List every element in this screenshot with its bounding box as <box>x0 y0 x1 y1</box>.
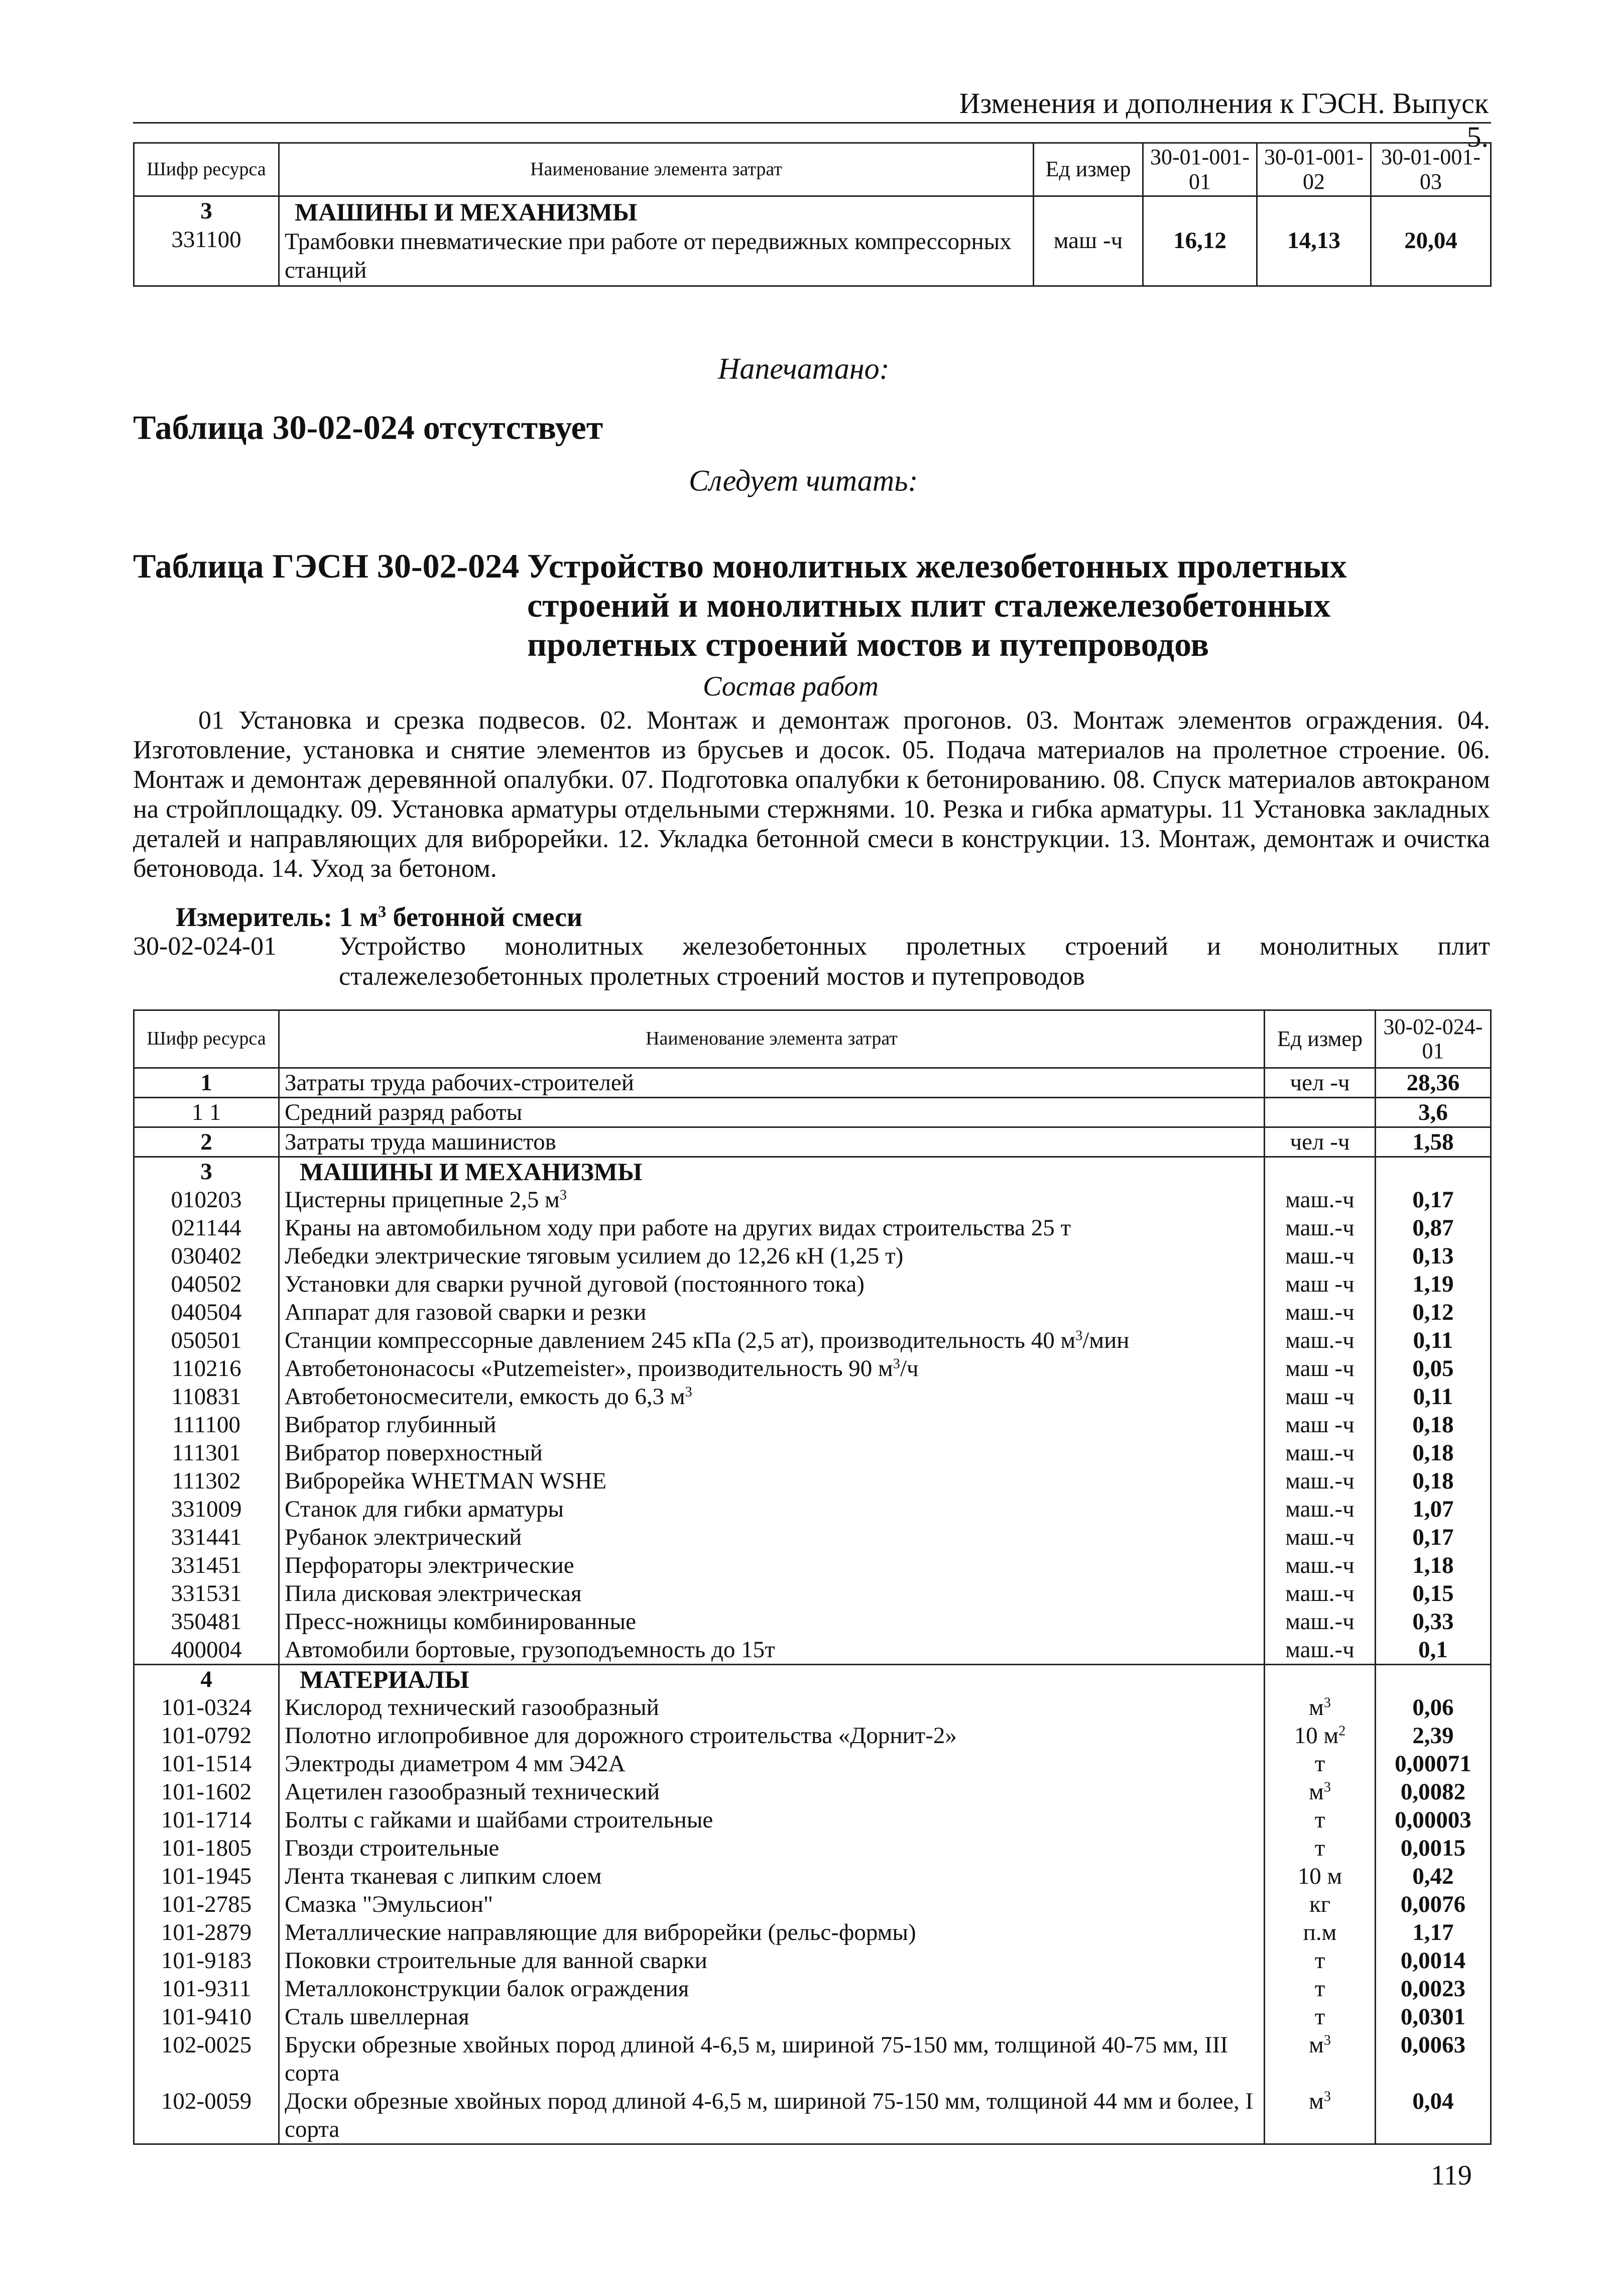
resource-unit: маш.-ч <box>1265 1579 1376 1608</box>
resource-code: 1 1 <box>134 1098 279 1127</box>
table-row <box>134 1636 1491 1665</box>
resource-code: 101-1714 <box>134 1806 279 1834</box>
resource-name: Рубанок электрический <box>279 1523 1265 1551</box>
resource-name: Ацетилен газообразный технический <box>279 1778 1265 1806</box>
section-title: МАТЕРИАЛЫ <box>279 1665 1265 1694</box>
resource-unit: маш.-ч <box>1265 1495 1376 1523</box>
table-row <box>134 1551 1491 1579</box>
table-row <box>134 1068 1491 1098</box>
resource-unit: $м^3$ <box>1265 2087 1376 2144</box>
resource-value: 1,58 <box>1376 1127 1491 1157</box>
col-value-header: 30-01-001-01 <box>1143 143 1257 196</box>
resource-value: 0,0301 <box>1376 2003 1491 2031</box>
resource-unit: маш.-ч <box>1265 1326 1376 1354</box>
resource-name: Полотно иглопробивное для дорожного строительства «Дорнит-2» <box>279 1721 1265 1750</box>
table-row <box>134 1890 1491 1918</box>
resource-value: 0,05 <box>1376 1354 1491 1383</box>
resource-value: 0,00003 <box>1376 1806 1491 1834</box>
resource-code: 111302 <box>134 1467 279 1495</box>
resource-value <box>1376 1665 1491 1694</box>
resource-name: Смазка "Эмульсион" <box>279 1890 1265 1918</box>
table-row <box>134 1439 1491 1467</box>
resource-value: 3,6 <box>1376 1098 1491 1127</box>
meter-value: 1 $м^3$ бетонной смеси <box>339 902 583 932</box>
resource-unit: маш.-ч <box>1265 1298 1376 1326</box>
resource-value: 0,17 <box>1376 1523 1491 1551</box>
col-name-header: Наименование элемента затрат <box>279 1010 1265 1068</box>
resource-value: 1,19 <box>1376 1270 1491 1298</box>
table-row <box>134 1750 1491 1778</box>
resource-unit: т <box>1265 1975 1376 2003</box>
resource-code: 101-2785 <box>134 1890 279 1918</box>
resource-unit <box>1265 1098 1376 1127</box>
resource-code: 050501 <box>134 1326 279 1354</box>
meter <box>176 901 582 933</box>
table-row <box>134 1721 1491 1750</box>
meter-label: Измеритель: <box>176 902 333 932</box>
resource-value: 0,18 <box>1376 1467 1491 1495</box>
resource-unit <box>1265 1665 1376 1694</box>
table-row <box>134 1806 1491 1834</box>
resource-unit: чел -ч <box>1265 1127 1376 1157</box>
running-header: Изменения и дополнения к ГЭСН. Выпуск 5. <box>959 87 1489 153</box>
resource-value: 0,13 <box>1376 1242 1491 1270</box>
row-unit: маш -ч <box>1034 196 1143 286</box>
resource-name: Кислород технический газообразный <box>279 1693 1265 1721</box>
resource-code: 331100 <box>171 226 241 253</box>
works-description: 01 Установка и срезка подвесов. 02. Монтаж и демонтаж прогонов. 03. Монтаж элементов ограждения. 04. Изготовление, установка и снятие элементов из брусьев и досок. 05. Подача материалов на пролетное строение. 06. Монтаж и демонтаж деревянной опалубки. 07. Подготовка опалубки к бетонированию. 08. Спуск материалов автокраном на стройплощадку. 09. Установка арматуры отдельными стержнями. 10. Резка и гибка арматуры. 11 Установка закладных деталей и направляющих для виброрейки. 12. Укладка бетонной смеси в конструкции. 13. Монтаж, демонтаж и очистка бетоновода. 14. Уход за бетоном. <box>133 706 1490 883</box>
col-value-header: 30-02-024-01 <box>1376 1010 1491 1068</box>
resource-code: 040504 <box>134 1298 279 1326</box>
table-row <box>134 1918 1491 1946</box>
resource-code: 102-0059 <box>134 2087 279 2144</box>
read-as-label: Следует читать: <box>689 464 918 497</box>
resource-unit: маш -ч <box>1265 1383 1376 1411</box>
resource-unit: т <box>1265 1834 1376 1862</box>
header-rule <box>133 122 1491 124</box>
norm-code: 30-02-024-01 <box>133 932 277 961</box>
resource-value <box>1376 1157 1491 1186</box>
table-row <box>134 1946 1491 1975</box>
resource-unit: маш -ч <box>1265 1354 1376 1383</box>
section-row <box>134 1665 1491 1694</box>
table-row <box>134 1186 1491 1214</box>
resource-table-header <box>134 1010 1491 1068</box>
resource-code: 111301 <box>134 1439 279 1467</box>
resource-name: Бруски обрезные хвойных пород длиной 4-6,5 м, шириной 75-150 мм, толщиной 40-75 мм, III сорта <box>279 2031 1265 2087</box>
resource-unit: $м^3$ <box>1265 1693 1376 1721</box>
table-row <box>134 1579 1491 1608</box>
resource-name: Пресс-ножницы комбинированные <box>279 1608 1265 1636</box>
resource-unit: маш.-ч <box>1265 1242 1376 1270</box>
resource-code: 400004 <box>134 1636 279 1665</box>
table-row <box>134 1608 1491 1636</box>
table-row <box>134 1354 1491 1383</box>
col-name-header: Наименование элемента затрат <box>279 143 1034 196</box>
section-row <box>134 1157 1491 1186</box>
row-code <box>134 196 279 286</box>
table-row <box>134 1411 1491 1439</box>
resource-unit: кг <box>1265 1890 1376 1918</box>
resource-name: Металлоконструкции балок ограждения <box>279 1975 1265 2003</box>
resource-code: 101-1805 <box>134 1834 279 1862</box>
resource-name: Автомобили бортовые, грузоподъемность до 15т <box>279 1636 1265 1665</box>
resource-unit: т <box>1265 1806 1376 1834</box>
resource-unit: п.м <box>1265 1918 1376 1946</box>
table-row <box>134 2003 1491 2031</box>
resource-value: 0,00071 <box>1376 1750 1491 1778</box>
section-title: МАШИНЫ И МЕХАНИЗМЫ <box>279 1157 1265 1186</box>
resource-value: 0,0082 <box>1376 1778 1491 1806</box>
resource-code: 331531 <box>134 1579 279 1608</box>
resource-value: 0,0014 <box>1376 1946 1491 1975</box>
resource-code: 331451 <box>134 1551 279 1579</box>
resource-unit: 10 м <box>1265 1862 1376 1890</box>
resource-value: 0,0015 <box>1376 1834 1491 1862</box>
resource-code: 040502 <box>134 1270 279 1298</box>
printed-label: Напечатано: <box>718 352 890 385</box>
resource-value: 0,11 <box>1376 1383 1491 1411</box>
resource-name: Доски обрезные хвойных пород длиной 4-6,5 м, шириной 75-150 мм, толщиной 44 мм и более, I сорта <box>279 2087 1265 2144</box>
resource-code: 101-1602 <box>134 1778 279 1806</box>
resource-code: 101-9183 <box>134 1946 279 1975</box>
col-unit-header: Ед измер <box>1265 1010 1376 1068</box>
resource-code: 101-9311 <box>134 1975 279 2003</box>
table-row <box>134 1214 1491 1242</box>
resource-name: Вибратор глубинный <box>279 1411 1265 1439</box>
resource-unit: 10 $м^2$ <box>1265 1721 1376 1750</box>
table-row <box>134 1975 1491 2003</box>
resource-name: Затраты труда машинистов <box>279 1127 1265 1157</box>
resource-unit: т <box>1265 2003 1376 2031</box>
resource-name: Металлические направляющие для виброрейки (рельс-формы) <box>279 1918 1265 1946</box>
table-title-code: Таблица ГЭСН 30-02-024 <box>133 547 520 585</box>
previous-table-header <box>134 143 1491 196</box>
resource-name: Затраты труда рабочих-строителей <box>279 1068 1265 1098</box>
norm-description: Устройство монолитных железобетонных пролетных строений и монолитных плит сталежелезобетонных пролетных строений мостов и путепроводов <box>339 932 1490 991</box>
resource-value: 0,15 <box>1376 1579 1491 1608</box>
table-row <box>134 1523 1491 1551</box>
resource-value: 0,06 <box>1376 1693 1491 1721</box>
resource-name: Станок для гибки арматуры <box>279 1495 1265 1523</box>
table-row <box>134 1495 1491 1523</box>
table-row <box>134 1834 1491 1862</box>
resource-name: Виброрейка WHETMAN WSHE <box>279 1467 1265 1495</box>
resource-code: 010203 <box>134 1186 279 1214</box>
resource-unit: маш.-ч <box>1265 1608 1376 1636</box>
col-value-header: 30-01-001-02 <box>1257 143 1371 196</box>
resource-unit: маш.-ч <box>1265 1551 1376 1579</box>
resource-code: 101-9410 <box>134 2003 279 2031</box>
resource-unit: т <box>1265 1750 1376 1778</box>
table-row <box>134 1298 1491 1326</box>
resource-name: Гвозди строительные <box>279 1834 1265 1862</box>
resource-value: 28,36 <box>1376 1068 1491 1098</box>
col-unit-header: Ед измер <box>1034 143 1143 196</box>
resource-value: 0,18 <box>1376 1411 1491 1439</box>
resource-code: 1 <box>134 1068 279 1098</box>
resource-name: Трамбовки пневматические при работе от передвижных компрессорных станций <box>285 228 1012 284</box>
resource-code: 3 <box>134 1157 279 1186</box>
resource-value: 0,0063 <box>1376 2031 1491 2087</box>
resource-name: Пила дисковая электрическая <box>279 1579 1265 1608</box>
row-name <box>279 196 1034 286</box>
table-absent-note: Таблица 30-02-024 отсутствует <box>133 408 603 446</box>
resource-value: 2,39 <box>1376 1721 1491 1750</box>
resource-name: Средний разряд работы <box>279 1098 1265 1127</box>
table-row <box>134 1467 1491 1495</box>
table-row <box>134 2087 1491 2144</box>
col-code-header: Шифр ресурса <box>134 1010 279 1068</box>
table-row <box>134 1127 1491 1157</box>
resource-code: 331009 <box>134 1495 279 1523</box>
resource-unit: маш.-ч <box>1265 1439 1376 1467</box>
table-row <box>134 1326 1491 1354</box>
resource-unit: $м^3$ <box>1265 2031 1376 2087</box>
resource-unit: маш.-ч <box>1265 1214 1376 1242</box>
table-row <box>134 2031 1491 2087</box>
resource-value: 1,18 <box>1376 1551 1491 1579</box>
col-value-header: 30-01-001-03 <box>1371 143 1491 196</box>
col-code-header: Шифр ресурса <box>134 143 279 196</box>
row-value: 20,04 <box>1371 196 1491 286</box>
resource-table-body <box>134 1068 1491 2144</box>
resource-value: 1,17 <box>1376 1918 1491 1946</box>
previous-table-row <box>134 196 1491 286</box>
resource-code: 101-2879 <box>134 1918 279 1946</box>
row-value: 16,12 <box>1143 196 1257 286</box>
table-row <box>134 1383 1491 1411</box>
resource-name: Электроды диаметром 4 мм Э42А <box>279 1750 1265 1778</box>
resource-unit: маш.-ч <box>1265 1636 1376 1665</box>
resource-name: Установки для сварки ручной дуговой (постоянного тока) <box>279 1270 1265 1298</box>
resource-name: Лебедки электрические тяговым усилием до 12,26 кН (1,25 т) <box>279 1242 1265 1270</box>
resource-value: 0,33 <box>1376 1608 1491 1636</box>
resource-code: 2 <box>134 1127 279 1157</box>
resource-name: Болты с гайками и шайбами строительные <box>279 1806 1265 1834</box>
resource-code: 101-1945 <box>134 1862 279 1890</box>
resource-unit: маш.-ч <box>1265 1467 1376 1495</box>
table-row <box>134 1098 1491 1127</box>
row-value: 14,13 <box>1257 196 1371 286</box>
works-label: Состав работ <box>703 671 879 702</box>
table-row <box>134 1862 1491 1890</box>
resource-code: 101-0792 <box>134 1721 279 1750</box>
resource-code: 350481 <box>134 1608 279 1636</box>
resource-code: 4 <box>134 1665 279 1694</box>
resource-value: 1,07 <box>1376 1495 1491 1523</box>
resource-table <box>133 1009 1492 2145</box>
resource-name: Станции компрессорные давлением 245 кПа (2,5 ат), производительность 40 $м^3$/мин <box>279 1326 1265 1354</box>
resource-code: 110216 <box>134 1354 279 1383</box>
resource-value: 0,12 <box>1376 1298 1491 1326</box>
section-code: 3 <box>200 198 212 224</box>
resource-name: Лента тканевая с липким слоем <box>279 1862 1265 1890</box>
resource-unit: маш -ч <box>1265 1270 1376 1298</box>
resource-name: Аппарат для газовой сварки и резки <box>279 1298 1265 1326</box>
resource-code: 111100 <box>134 1411 279 1439</box>
resource-code: 030402 <box>134 1242 279 1270</box>
resource-name: Автобетононасосы «Putzemeister», производительность 90 $м^3/ч$ <box>279 1354 1265 1383</box>
section-title: МАШИНЫ И МЕХАНИЗМЫ <box>295 198 638 226</box>
resource-unit: т <box>1265 1946 1376 1975</box>
resource-value: 0,11 <box>1376 1326 1491 1354</box>
table-row <box>134 1778 1491 1806</box>
table-row <box>134 1242 1491 1270</box>
resource-value: 0,42 <box>1376 1862 1491 1890</box>
page-number: 119 <box>1431 2160 1472 2191</box>
resource-unit: маш.-ч <box>1265 1523 1376 1551</box>
table-title-text: Устройство монолитных железобетонных пролетных строений и монолитных плит сталежелезобетонных пролетных строений мостов и путепроводов <box>527 547 1347 663</box>
resource-unit: чел -ч <box>1265 1068 1376 1098</box>
resource-unit <box>1265 1157 1376 1186</box>
resource-name: Сталь швеллерная <box>279 2003 1265 2031</box>
resource-code: 101-1514 <box>134 1750 279 1778</box>
resource-name: Перфораторы электрические <box>279 1551 1265 1579</box>
resource-value: 0,0076 <box>1376 1890 1491 1918</box>
resource-value: 0,0023 <box>1376 1975 1491 2003</box>
resource-name: Поковки строительные для ванной сварки <box>279 1946 1265 1975</box>
resource-value: 0,04 <box>1376 2087 1491 2144</box>
resource-name: Цистерны прицепные 2,5 $м^3$ <box>279 1186 1265 1214</box>
resource-name: Автобетоносмесители, емкость до 6,3 $м^3$ <box>279 1383 1265 1411</box>
resource-name: Вибратор поверхностный <box>279 1439 1265 1467</box>
table-row <box>134 1270 1491 1298</box>
table-row <box>134 1693 1491 1721</box>
resource-name: Краны на автомобильном ходу при работе на других видах строительства 25 т <box>279 1214 1265 1242</box>
resource-value: 0,17 <box>1376 1186 1491 1214</box>
resource-code: 101-0324 <box>134 1693 279 1721</box>
resource-value: 0,87 <box>1376 1214 1491 1242</box>
resource-value: 0,18 <box>1376 1439 1491 1467</box>
resource-code: 021144 <box>134 1214 279 1242</box>
resource-code: 102-0025 <box>134 2031 279 2087</box>
resource-code: 331441 <box>134 1523 279 1551</box>
resource-code: 110831 <box>134 1383 279 1411</box>
resource-value: 0,1 <box>1376 1636 1491 1665</box>
previous-table <box>133 142 1492 287</box>
resource-unit: маш -ч <box>1265 1411 1376 1439</box>
resource-unit: маш.-ч <box>1265 1186 1376 1214</box>
resource-unit: $м^3$ <box>1265 1778 1376 1806</box>
